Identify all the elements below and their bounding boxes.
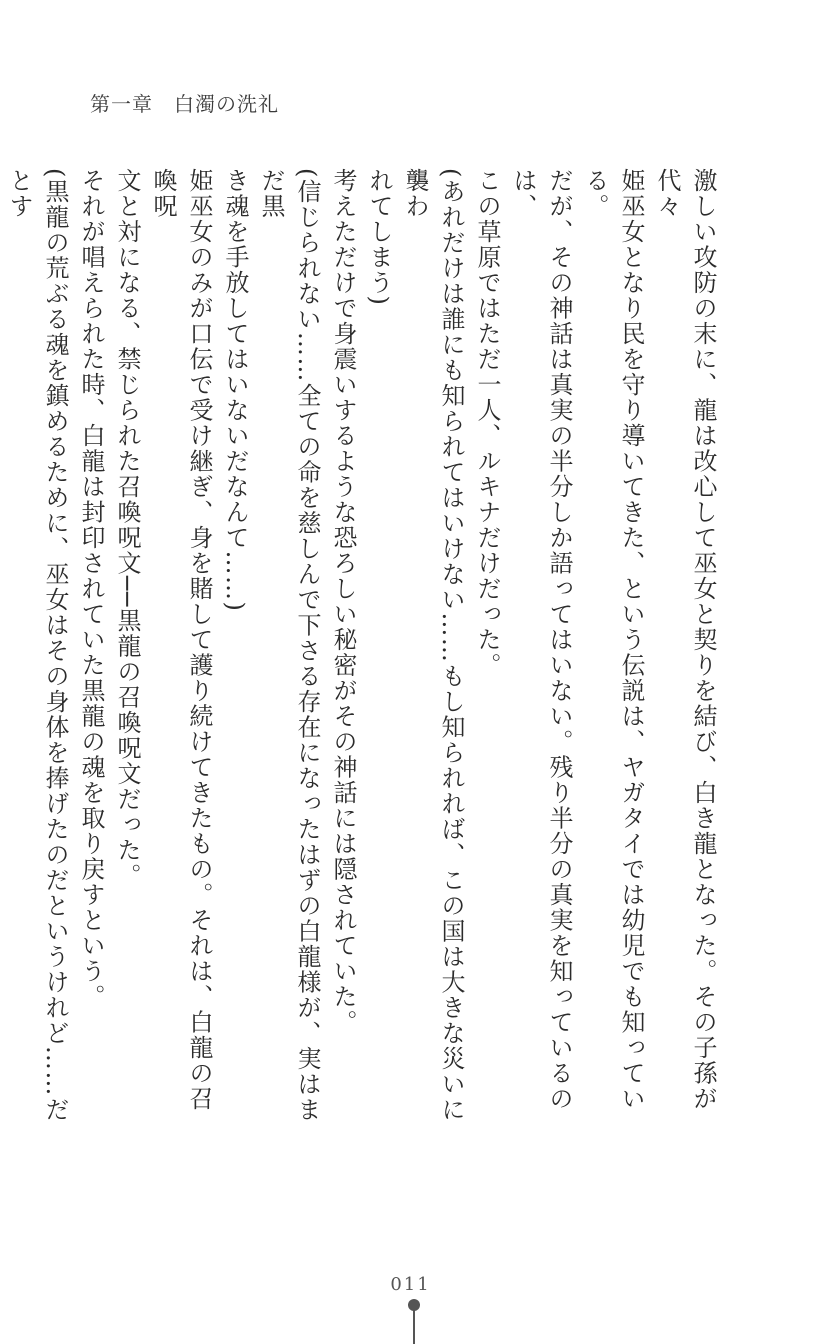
page-marker-line: [413, 1310, 415, 1344]
body-text: [5, 168, 721, 1128]
text-line: 姫巫女となり民を守り導いてきた、という伝説は、ヤガタイでは幼児でも知っている。: [581, 168, 645, 1112]
chapter-title: 第一章 白濁の洗礼: [90, 92, 279, 116]
text-line: 姫巫女のみが口伝で受け継ぎ、身を賭して護り続けてきたもの。それは、白龍の召喚呪: [149, 168, 213, 1112]
text-line: [0, 168, 1, 1128]
text-line: れてしまう): [365, 168, 393, 307]
text-line: 激しい攻防の末に、龍は改心して巫女と契りを結び、白き龍となった。その子孫が代々: [653, 168, 717, 1112]
page-number: 011: [390, 1274, 431, 1295]
text-line: この草原ではただ一人、ルキナだけだった。: [473, 168, 501, 678]
text-line: それが唱えられた時、白龍は封印されていた黒龍の魂を取り戻すという。: [77, 168, 105, 1010]
text-line: (黒龍の荒ぶる魂を鎮めるために、巫女はその身体を捧げたのだというけれど……だとす: [5, 168, 69, 1123]
text-line: 考えただけで身震いするような恐ろしい秘密がその神話には隠されていた。: [329, 168, 357, 1035]
text-line: 文と対になる、禁じられた召喚呪文──黒龍の召喚呪文だった。: [113, 168, 141, 889]
text-line: き魂を手放してはいないだなんて……): [221, 168, 249, 613]
text-line: (信じられない……全ての命を慈しんで下さる存在になったはずの白龍様が、実はまだ黒: [257, 168, 321, 1123]
text-line: (あれだけは誰にも知られてはいけない……もし知られれば、この国は大きな災いに襲わ: [401, 168, 465, 1123]
text-line: だが、その神話は真実の半分しか語ってはいない。残り半分の真実を知っているのは、: [509, 168, 573, 1112]
